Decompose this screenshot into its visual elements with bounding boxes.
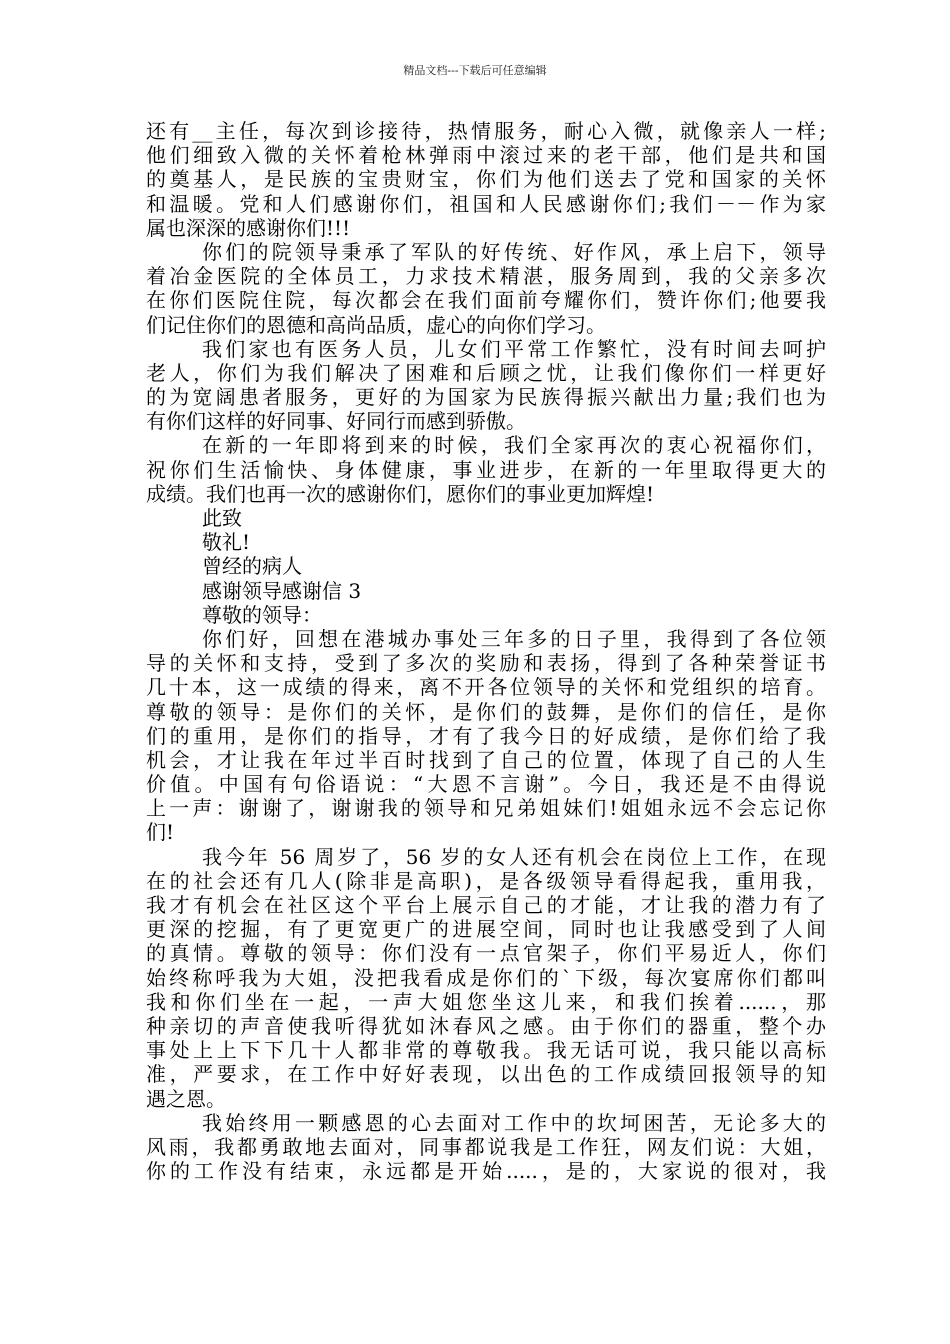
text-line: 尊敬的领导：是你们的关怀，是你们的鼓舞，是你们的信任，是你 [146,699,826,724]
text-line: 此致 [202,506,242,530]
text-line: 始终称呼我为大姐，没把我看成是你们的`下级，每次宴席你们都叫 [146,965,826,990]
text-line: 我们家也有医务人员，儿女们平常工作繁忙，没有时间去呵护 [202,336,826,361]
text-line: 更深的挖掘，有了更宽更广的进展空间，同时也让我感受到了人间 [146,917,826,942]
text-line: 风雨，我都勇敢地去面对，同事都说我是工作狂，网友们说：大姐， [146,1134,826,1159]
text-line: 在新的一年即将到来的时候，我们全家再次的衷心祝福你们， [202,433,826,458]
text-line: 准，严要求，在工作中好好表现，以出色的工作成绩回报领导的知 [146,1062,826,1087]
text-line: 属也深深的感谢你们!!! [146,215,351,240]
text-line: 老人，你们为我们解决了困难和后顾之忧，让我们像你们一样更好 [146,360,826,385]
text-line: 还有__主任，每次到诊接待，热情服务，耐心入微，就像亲人一样; [146,119,826,143]
text-line: 上一声：谢谢了，谢谢我的领导和兄弟姐妹们!姐姐永远不会忘记你 [146,796,826,821]
text-line: 我今年 56 周岁了，56 岁的女人还有机会在岗位上工作，在现 [202,844,826,869]
text-line: 在你们医院住院，每次都会在我们面前夸耀你们，赞许你们;他要我 [146,288,826,313]
text-line: 你们好，回想在港城办事处三年多的日子里，我得到了各位领 [202,626,826,651]
text-line: 机会，才让我在年过半百时找到了自己的位置，体现了自己的人生 [146,747,826,772]
text-line: 事处上上下下几十人都非常的尊敬我。我无话可说，我只能以高标 [146,1038,826,1063]
text-line: 尊敬的领导： [202,602,322,627]
text-line: 我和你们坐在一起，一声大姐您坐这儿来，和我们挨着......，那 [146,989,826,1014]
text-line: 成绩。我们也再一次的感谢你们，愿你们的事业更加辉煌! [146,481,655,506]
text-line: 种亲切的声音使我听得犹如沐春风之感。由于你们的器重，整个办 [146,1013,826,1038]
page-header: 精品文档---下载后可任意编辑 [403,64,547,77]
text-line: 敬礼! [202,530,251,555]
text-line: 祝你们生活愉快、身体健康，事业进步，在新的一年里取得更大的 [146,457,826,482]
text-line: 有你们这样的好同事、好同行而感到骄傲。 [146,409,526,434]
text-line: 着冶金医院的全体员工，力求技术精湛，服务周到，我的父亲多次 [146,264,826,289]
text-line: 遇之恩。 [146,1086,226,1111]
text-line: 你们的院领导秉承了军队的好传统、好作风，承上启下，领导 [202,239,826,264]
text-line: 价值。中国有句俗语说：“大恩不言谢”。今日，我还是不由得说 [146,772,826,797]
text-line: 几十本，这一成绩的得来，离不开各位领导的关怀和党组织的培育。 [146,675,826,700]
text-line: 和温暖。党和人们感谢你们，祖国和人民感谢你们;我们－－作为家 [146,191,826,216]
text-line: 感谢领导感谢信 3 [202,578,362,603]
text-line: 的为宽阔患者服务，更好的为国家为民族得振兴献出力量;我们也为 [146,385,826,410]
text-line: 在的社会还有几人(除非是高职)，是各级领导看得起我，重用我， [146,868,826,893]
text-line: 我才有机会在社区这个平台上展示自己的才能，才让我的潜力有了 [146,893,826,917]
text-line: 我始终用一颗感恩的心去面对工作中的坎坷困苦，无论多大的 [202,1110,826,1135]
text-line: 导的关怀和支持，受到了多次的奖励和表扬，得到了各种荣誉证书 [146,651,826,676]
text-line: 你的工作没有结束，永远都是开始.....，是的，大家说的很对，我 [146,1159,826,1184]
text-line: 们记住你们的恩德和高尚品质，虚心的向你们学习。 [146,312,606,337]
text-line: 们! [146,820,175,845]
text-line: 的奠基人，是民族的宝贵财宝，你们为他们送去了党和国家的关怀 [146,167,826,192]
text-line: 曾经的病人 [202,554,302,579]
document-body [146,119,826,1183]
text-line: 他们细致入微的关怀着枪林弹雨中滚过来的老干部，他们是共和国 [146,143,826,168]
text-line: 们的重用，是你们的指导，才有了我今日的好成绩，是你们给了我 [146,723,826,748]
text-line: 的真情。尊敬的领导：你们没有一点官架子，你们平易近人，你们 [146,941,826,966]
